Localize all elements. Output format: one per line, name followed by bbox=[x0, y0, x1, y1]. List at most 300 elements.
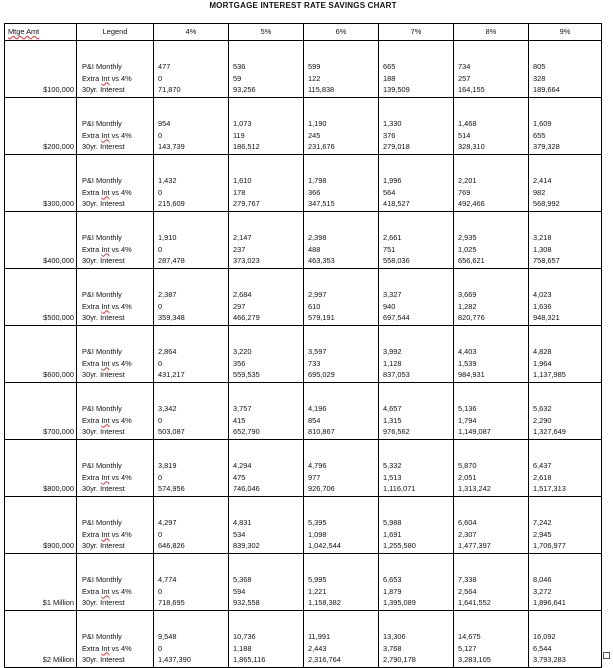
cell-value: 976,562 bbox=[383, 427, 410, 437]
cell-value: 810,867 bbox=[308, 427, 335, 437]
legend-label: 30yr. Interest bbox=[82, 256, 125, 266]
cell-value: 0 bbox=[158, 244, 163, 254]
rate-cell bbox=[229, 269, 304, 326]
table-row bbox=[5, 155, 602, 212]
cell-value: 948,321 bbox=[533, 313, 560, 323]
cell-value: 347,515 bbox=[308, 199, 335, 209]
rate-cell bbox=[379, 98, 454, 155]
cell-value: 1,327,649 bbox=[533, 427, 566, 437]
rate-cell bbox=[304, 155, 379, 212]
rate-cell bbox=[229, 497, 304, 554]
cell-value: 5,995 bbox=[308, 574, 327, 584]
rate-cell bbox=[154, 440, 229, 497]
legend-label: P&I Monthly bbox=[82, 574, 122, 584]
rate-cell bbox=[529, 440, 602, 497]
cell-value: 718,695 bbox=[158, 598, 185, 608]
cell-value: 189,664 bbox=[533, 85, 560, 95]
rate-cell bbox=[529, 155, 602, 212]
cell-value: 1,116,071 bbox=[383, 484, 416, 494]
rate-cell bbox=[379, 155, 454, 212]
cell-value: 366 bbox=[308, 187, 321, 197]
cell-value: 1,315 bbox=[383, 415, 402, 425]
cell-value: 2,147 bbox=[233, 232, 252, 242]
cell-value: 477 bbox=[158, 61, 171, 71]
legend-label: Extra Int vs 4% bbox=[82, 529, 132, 539]
cell-value: 2,864 bbox=[158, 346, 177, 356]
cell-value: 376 bbox=[383, 130, 396, 140]
legend-label: P&I Monthly bbox=[82, 118, 122, 128]
rate-cell bbox=[529, 98, 602, 155]
cell-value: 1,691 bbox=[383, 529, 402, 539]
cell-value: 984,931 bbox=[458, 370, 485, 380]
cell-value: 3,272 bbox=[533, 586, 552, 596]
cell-value: 0 bbox=[158, 358, 163, 368]
cell-value: 463,353 bbox=[308, 256, 335, 266]
cell-value: 4,196 bbox=[308, 403, 327, 413]
rate-cell bbox=[304, 497, 379, 554]
rate-cell bbox=[454, 440, 529, 497]
cell-value: 6,544 bbox=[533, 643, 552, 653]
rate-cell bbox=[304, 212, 379, 269]
rate-cell bbox=[154, 383, 229, 440]
rate-cell bbox=[229, 98, 304, 155]
cell-value: 1,190 bbox=[308, 118, 327, 128]
cell-value: 1,468 bbox=[458, 118, 477, 128]
rate-cell bbox=[304, 440, 379, 497]
cell-value: 7,338 bbox=[458, 574, 477, 584]
table-row bbox=[5, 611, 602, 668]
mortgage-amount: $200,000 bbox=[5, 98, 77, 155]
cell-value: 4,774 bbox=[158, 574, 177, 584]
table-row bbox=[5, 497, 602, 554]
header-rate: 9% bbox=[529, 24, 602, 41]
mortgage-amount: $100,000 bbox=[5, 41, 77, 98]
cell-value: 1,158,382 bbox=[308, 598, 341, 608]
mortgage-table bbox=[4, 23, 602, 668]
cell-value: 2,051 bbox=[458, 472, 477, 482]
cell-value: 5,988 bbox=[383, 517, 402, 527]
cell-value: 534 bbox=[233, 529, 246, 539]
legend-cell bbox=[77, 611, 154, 668]
legend-cell bbox=[77, 440, 154, 497]
cell-value: 4,831 bbox=[233, 517, 252, 527]
rate-cell bbox=[154, 269, 229, 326]
table-row bbox=[5, 269, 602, 326]
cell-value: 1,437,390 bbox=[158, 655, 191, 665]
cell-value: 734 bbox=[458, 61, 471, 71]
rate-cell bbox=[304, 269, 379, 326]
rate-cell bbox=[454, 41, 529, 98]
cell-value: 1,996 bbox=[383, 175, 402, 185]
cell-value: 2,414 bbox=[533, 175, 552, 185]
cell-value: 954 bbox=[158, 118, 171, 128]
cell-value: 119 bbox=[233, 130, 245, 140]
legend-label: P&I Monthly bbox=[82, 232, 122, 242]
cell-value: 4,657 bbox=[383, 403, 402, 413]
legend-label: P&I Monthly bbox=[82, 175, 122, 185]
cell-value: 695,029 bbox=[308, 370, 335, 380]
cell-value: 0 bbox=[158, 472, 163, 482]
rate-cell bbox=[154, 98, 229, 155]
legend-cell bbox=[77, 98, 154, 155]
legend-label: P&I Monthly bbox=[82, 631, 122, 641]
cell-value: 977 bbox=[308, 472, 321, 482]
rate-cell bbox=[379, 497, 454, 554]
cell-value: 1,128 bbox=[383, 358, 402, 368]
legend-cell bbox=[77, 41, 154, 98]
legend-cell bbox=[77, 554, 154, 611]
cell-value: 93,256 bbox=[233, 85, 256, 95]
cell-value: 188 bbox=[383, 73, 396, 83]
legend-label: 30yr. Interest bbox=[82, 484, 125, 494]
cell-value: 665 bbox=[383, 61, 396, 71]
cell-value: 488 bbox=[308, 244, 321, 254]
table-row bbox=[5, 326, 602, 383]
legend-label: Extra Int vs 4% bbox=[82, 244, 132, 254]
cell-value: 1,636 bbox=[533, 301, 552, 311]
rate-cell bbox=[529, 41, 602, 98]
cell-value: 3,283,105 bbox=[458, 655, 491, 665]
legend-label: 30yr. Interest bbox=[82, 199, 125, 209]
cell-value: 1,221 bbox=[308, 586, 327, 596]
cell-value: 245 bbox=[308, 130, 321, 140]
legend-label: 30yr. Interest bbox=[82, 541, 125, 551]
legend-cell bbox=[77, 212, 154, 269]
legend-label: 30yr. Interest bbox=[82, 313, 125, 323]
cell-value: 568,992 bbox=[533, 199, 560, 209]
cell-value: 279,018 bbox=[383, 142, 410, 152]
rate-cell bbox=[454, 269, 529, 326]
cell-value: 3,669 bbox=[458, 289, 477, 299]
cell-value: 1,798 bbox=[308, 175, 327, 185]
cell-value: 655 bbox=[533, 130, 546, 140]
cell-value: 932,558 bbox=[233, 598, 260, 608]
legend-label: Extra Int vs 4% bbox=[82, 415, 132, 425]
cell-value: 492,466 bbox=[458, 199, 485, 209]
cell-value: 1,188 bbox=[233, 643, 252, 653]
cell-value: 1,073 bbox=[233, 118, 252, 128]
cell-value: 1,910 bbox=[158, 232, 177, 242]
cell-value: 297 bbox=[233, 301, 246, 311]
rate-cell bbox=[454, 155, 529, 212]
cell-value: 1,879 bbox=[383, 586, 402, 596]
rate-cell bbox=[379, 611, 454, 668]
rate-cell bbox=[454, 212, 529, 269]
cell-value: 0 bbox=[158, 187, 163, 197]
table-row bbox=[5, 212, 602, 269]
cell-value: 599 bbox=[308, 61, 321, 71]
mortgage-amount: $400,000 bbox=[5, 212, 77, 269]
cell-value: 5,127 bbox=[458, 643, 477, 653]
legend-label: Extra Int vs 4% bbox=[82, 358, 132, 368]
rate-cell bbox=[229, 383, 304, 440]
header-rate: 4% bbox=[154, 24, 229, 41]
legend-cell bbox=[77, 383, 154, 440]
legend-label: 30yr. Interest bbox=[82, 427, 125, 437]
header-amount: Mtge Amt bbox=[5, 24, 77, 41]
cell-value: 652,790 bbox=[233, 427, 260, 437]
cell-value: 1,308 bbox=[533, 244, 552, 254]
cell-value: 3,327 bbox=[383, 289, 402, 299]
cell-value: 418,527 bbox=[383, 199, 410, 209]
cell-value: 0 bbox=[158, 130, 163, 140]
mortgage-amount: $900,000 bbox=[5, 497, 77, 554]
mortgage-amount: $700,000 bbox=[5, 383, 77, 440]
table-row bbox=[5, 98, 602, 155]
rate-cell bbox=[529, 611, 602, 668]
rate-cell bbox=[379, 269, 454, 326]
cell-value: 359,348 bbox=[158, 313, 185, 323]
rate-cell bbox=[154, 155, 229, 212]
legend-label: Extra Int vs 4% bbox=[82, 586, 132, 596]
cell-value: 820,776 bbox=[458, 313, 485, 323]
rate-cell bbox=[529, 326, 602, 383]
cell-value: 733 bbox=[308, 358, 321, 368]
cell-value: 279,767 bbox=[233, 199, 260, 209]
cell-value: 656,621 bbox=[458, 256, 485, 266]
cell-value: 328 bbox=[533, 73, 546, 83]
cell-value: 5,136 bbox=[458, 403, 477, 413]
cell-value: 10,736 bbox=[233, 631, 256, 641]
rate-cell bbox=[304, 554, 379, 611]
cell-value: 415 bbox=[233, 415, 246, 425]
cell-value: 373,023 bbox=[233, 256, 260, 266]
header-rate: 5% bbox=[229, 24, 304, 41]
cell-value: 646,826 bbox=[158, 541, 185, 551]
cell-value: 1,137,985 bbox=[533, 370, 566, 380]
table-row bbox=[5, 41, 602, 98]
cell-value: 1,042,544 bbox=[308, 541, 341, 551]
cell-value: 926,706 bbox=[308, 484, 335, 494]
cell-value: 1,149,087 bbox=[458, 427, 491, 437]
header-rate: 7% bbox=[379, 24, 454, 41]
cell-value: 6,653 bbox=[383, 574, 402, 584]
cell-value: 564 bbox=[383, 187, 396, 197]
cell-value: 1,896,641 bbox=[533, 598, 566, 608]
cell-value: 4,796 bbox=[308, 460, 327, 470]
cell-value: 2,387 bbox=[158, 289, 177, 299]
cell-value: 71,870 bbox=[158, 85, 181, 95]
cell-value: 8,046 bbox=[533, 574, 552, 584]
cell-value: 5,870 bbox=[458, 460, 477, 470]
cell-value: 837,053 bbox=[383, 370, 410, 380]
cell-value: 379,328 bbox=[533, 142, 560, 152]
cell-value: 0 bbox=[158, 415, 163, 425]
legend-label: Extra Int vs 4% bbox=[82, 73, 132, 83]
cell-value: 11,991 bbox=[308, 631, 331, 641]
rate-cell bbox=[229, 326, 304, 383]
cell-value: 231,676 bbox=[308, 142, 335, 152]
cell-value: 122 bbox=[308, 73, 321, 83]
rate-cell bbox=[154, 497, 229, 554]
cell-value: 2,398 bbox=[308, 232, 327, 242]
header-legend: Legend bbox=[77, 24, 154, 41]
legend-label: P&I Monthly bbox=[82, 403, 122, 413]
legend-label: Extra Int vs 4% bbox=[82, 301, 132, 311]
rate-cell bbox=[304, 326, 379, 383]
legend-label: 30yr. Interest bbox=[82, 142, 125, 152]
cell-value: 0 bbox=[158, 301, 163, 311]
rate-cell bbox=[154, 212, 229, 269]
cell-value: 139,509 bbox=[383, 85, 410, 95]
legend-label: P&I Monthly bbox=[82, 517, 122, 527]
rate-cell bbox=[379, 554, 454, 611]
legend-label: P&I Monthly bbox=[82, 61, 122, 71]
rate-cell bbox=[454, 98, 529, 155]
cell-value: 4,294 bbox=[233, 460, 252, 470]
cell-value: 514 bbox=[458, 130, 471, 140]
cell-value: 559,535 bbox=[233, 370, 260, 380]
cell-value: 1,432 bbox=[158, 175, 177, 185]
header-rate: 8% bbox=[454, 24, 529, 41]
cell-value: 579,191 bbox=[308, 313, 335, 323]
cell-value: 2,201 bbox=[458, 175, 477, 185]
cell-value: 2,790,178 bbox=[383, 655, 416, 665]
cell-value: 178 bbox=[233, 187, 246, 197]
mortgage-amount: $2 Million bbox=[5, 611, 77, 668]
cell-value: 1,610 bbox=[233, 175, 252, 185]
rate-cell bbox=[454, 497, 529, 554]
legend-cell bbox=[77, 326, 154, 383]
cell-value: 2,443 bbox=[308, 643, 327, 653]
cell-value: 839,302 bbox=[233, 541, 260, 551]
cell-value: 3,819 bbox=[158, 460, 177, 470]
rate-cell bbox=[379, 440, 454, 497]
rate-cell bbox=[379, 383, 454, 440]
legend-label: P&I Monthly bbox=[82, 346, 122, 356]
cell-value: 1,641,552 bbox=[458, 598, 491, 608]
rate-cell bbox=[304, 98, 379, 155]
legend-cell bbox=[77, 269, 154, 326]
cell-value: 1,794 bbox=[458, 415, 477, 425]
cell-value: 7,242 bbox=[533, 517, 552, 527]
legend-label: 30yr. Interest bbox=[82, 370, 125, 380]
rate-cell bbox=[229, 41, 304, 98]
rate-cell bbox=[379, 212, 454, 269]
cell-value: 697,544 bbox=[383, 313, 410, 323]
cell-value: 2,997 bbox=[308, 289, 327, 299]
rate-cell bbox=[154, 41, 229, 98]
cell-value: 610 bbox=[308, 301, 321, 311]
chart-title: MORTGAGE INTEREST RATE SAVINGS CHART bbox=[209, 1, 397, 10]
cell-value: 1,517,313 bbox=[533, 484, 566, 494]
cell-value: 1,330 bbox=[383, 118, 402, 128]
cell-value: 805 bbox=[533, 61, 546, 71]
rate-cell bbox=[229, 554, 304, 611]
cell-value: 6,437 bbox=[533, 460, 552, 470]
cell-value: 758,657 bbox=[533, 256, 560, 266]
cell-value: 475 bbox=[233, 472, 246, 482]
rate-cell bbox=[154, 326, 229, 383]
cell-value: 5,368 bbox=[233, 574, 252, 584]
rate-cell bbox=[154, 611, 229, 668]
legend-label: P&I Monthly bbox=[82, 460, 122, 470]
cell-value: 2,684 bbox=[233, 289, 252, 299]
cell-value: 59 bbox=[233, 73, 242, 83]
legend-label: Extra Int vs 4% bbox=[82, 130, 132, 140]
mortgage-amount: $1 Million bbox=[5, 554, 77, 611]
cell-value: 115,838 bbox=[308, 85, 335, 95]
rate-cell bbox=[379, 41, 454, 98]
legend-cell bbox=[77, 497, 154, 554]
cell-value: 1,255,580 bbox=[383, 541, 416, 551]
rate-cell bbox=[304, 383, 379, 440]
rate-cell bbox=[229, 440, 304, 497]
rate-cell bbox=[229, 155, 304, 212]
cell-value: 1,609 bbox=[533, 118, 552, 128]
legend-label: 30yr. Interest bbox=[82, 655, 125, 665]
cell-value: 4,403 bbox=[458, 346, 477, 356]
cell-value: 1,706,977 bbox=[533, 541, 566, 551]
header-rate: 6% bbox=[304, 24, 379, 41]
cell-value: 287,478 bbox=[158, 256, 185, 266]
cell-value: 2,945 bbox=[533, 529, 552, 539]
cell-value: 1,282 bbox=[458, 301, 477, 311]
cell-value: 237 bbox=[233, 244, 246, 254]
cell-value: 356 bbox=[233, 358, 246, 368]
table-row bbox=[5, 383, 602, 440]
cell-value: 466,279 bbox=[233, 313, 260, 323]
cell-value: 558,036 bbox=[383, 256, 410, 266]
cell-value: 2,316,764 bbox=[308, 655, 341, 665]
cell-value: 2,564 bbox=[458, 586, 477, 596]
rate-cell bbox=[454, 554, 529, 611]
rate-cell bbox=[529, 554, 602, 611]
cell-value: 1,513 bbox=[383, 472, 402, 482]
rate-cell bbox=[529, 269, 602, 326]
cell-value: 3,220 bbox=[233, 346, 252, 356]
cell-value: 13,306 bbox=[383, 631, 406, 641]
cell-value: 2,618 bbox=[533, 472, 552, 482]
cell-value: 3,768 bbox=[383, 643, 402, 653]
cell-value: 2,290 bbox=[533, 415, 552, 425]
cell-value: 594 bbox=[233, 586, 246, 596]
rate-cell bbox=[304, 611, 379, 668]
cell-value: 0 bbox=[158, 73, 163, 83]
cell-value: 328,310 bbox=[458, 142, 485, 152]
cell-value: 2,935 bbox=[458, 232, 477, 242]
rate-cell bbox=[454, 326, 529, 383]
cell-value: 9,548 bbox=[158, 631, 177, 641]
cell-value: 3,342 bbox=[158, 403, 177, 413]
cell-value: 6,604 bbox=[458, 517, 477, 527]
cell-value: 431,217 bbox=[158, 370, 185, 380]
cell-value: 982 bbox=[533, 187, 546, 197]
cell-value: 3,757 bbox=[233, 403, 252, 413]
header-row bbox=[5, 24, 602, 41]
cell-value: 1,313,242 bbox=[458, 484, 491, 494]
legend-cell bbox=[77, 155, 154, 212]
cell-value: 3,218 bbox=[533, 232, 552, 242]
legend-label: Extra Int vs 4% bbox=[82, 643, 132, 653]
cell-value: 0 bbox=[158, 643, 163, 653]
cell-value: 14,675 bbox=[458, 631, 481, 641]
cell-value: 3,992 bbox=[383, 346, 402, 356]
cell-value: 215,609 bbox=[158, 199, 185, 209]
legend-label: Extra Int vs 4% bbox=[82, 472, 132, 482]
table-row bbox=[5, 554, 602, 611]
cell-value: 503,087 bbox=[158, 427, 185, 437]
rate-cell bbox=[529, 497, 602, 554]
legend-label: 30yr. Interest bbox=[82, 598, 125, 608]
rate-cell bbox=[529, 383, 602, 440]
cell-value: 1,395,089 bbox=[383, 598, 416, 608]
cell-value: 854 bbox=[308, 415, 321, 425]
cell-value: 4,297 bbox=[158, 517, 177, 527]
cell-value: 1,865,116 bbox=[233, 655, 266, 665]
resize-handle[interactable] bbox=[603, 652, 610, 659]
cell-value: 164,155 bbox=[458, 85, 485, 95]
